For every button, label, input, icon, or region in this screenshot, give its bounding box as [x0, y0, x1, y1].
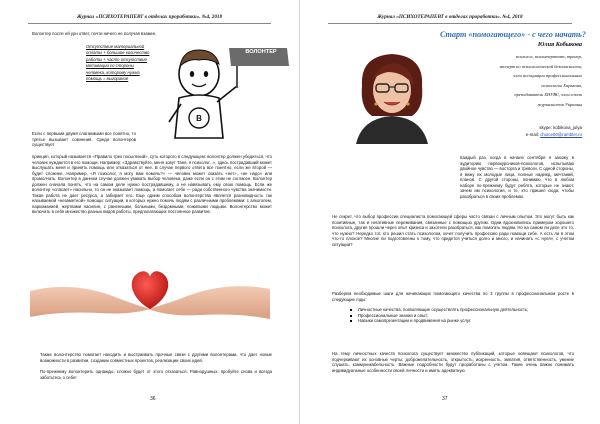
author-bio-6: журналистов Украины	[537, 101, 582, 107]
right-para-3: Разберем необходимые шаги для начинающих помогающего качества по 3 группы в профессиональном росте в следующие годы:	[332, 291, 574, 302]
author-email-link[interactable]: choice00@rambler.ru	[540, 132, 582, 137]
journal-header-right: Журнал «ПСИХОТЕРАПЕВТ в отделах проработки». №4, 2018	[377, 14, 523, 20]
author-bio-3: член ассоциации профессиональных	[513, 73, 582, 78]
article-title: Старт «помогающего» - с чего начать?	[439, 30, 586, 39]
author-bio-2: эксперт по психологической безопасности,	[499, 63, 582, 69]
qualities-list	[350, 307, 570, 324]
email-label: e-mail:	[525, 132, 539, 137]
author-bio-5: преподаватель ХНУВС, член союза	[514, 92, 582, 97]
author-name: Юлия Кобыкова	[537, 41, 582, 48]
journal-header: Журнал «ПСИХОТЕРАПЕВТ в отделах проработки». №4, 2018	[76, 14, 223, 20]
author-bio-4: психологов Харькова,	[541, 82, 582, 88]
left-top-line: Волонтер после ей урн ответ, почти ничего не получая взамен.	[32, 31, 157, 36]
volunteer-sign-text: ВОЛОНТЕР	[245, 49, 277, 55]
hands-heart-photo	[30, 251, 270, 327]
right-para-2: Не секрет, что выбор профессии специалиста помогающей сферы часто связан с личным опытом. Это могут быть как позитивные, так и негативные переживания, связанные с помощью другим. Одни вдохновились примером хорошего психолога, другие прошли через опыт кризиса и захотели разобраться, как помогать людям. Но на самом ли деле это то, что нужно? Нередко тот, кто решил стать психологом, хочет получить профессию ради помощи себе. А есть ли в этом что-то плохое? Многие ли подготовлены к тому, что придется учиться долго и много, и начинать «с нуля», с учетом ситуации?	[332, 214, 574, 247]
author-skype: skype: kobikova_julya	[539, 125, 582, 130]
header-rule-right	[328, 23, 572, 24]
list-item: Навыки самопрезентации и продвижения на рынке услуг.	[350, 318, 570, 324]
author-bio-1: психолог, психотерапевт, тренер,	[515, 54, 582, 59]
list-item: Профессиональные знания и опыт;	[350, 313, 570, 319]
volunteer-illustration	[153, 42, 293, 140]
burnout-quote: Отсутствие материальной оплаты + большое количество работы + часто отсутствие мотивации со стороны человека, которому нужна помощь = выгорание	[86, 44, 150, 82]
left-para-2: принцип, который называется «Правило трех посылений», суть которого в следующем: волонтер должен убедиться, что человек нуждается в его помощи. Например: «Здравствуйте, меня зовут Таня, я психолог...», здесь пострадавший может выслушать меня и принять помощь или отказаться от нее. В случае первого ответа все понятно, если же второй — будет сложнее. Например, «Я психолог, я могу вам помочь?» — человек может сказать «нет», «не надо» или промолчать. Волонтер в данном случае должен уважать выбор человека, даже если он с этим не согласен. Волонтер должен сначала понять, что на самом деле нужно пострадавшему, а не навязывать ему свою помощь. Если же волонтер «спасает» насильно, то он не оказывает помощь, а помогает себе — ради собственного чувства значимости. Такая работа не дает ресурса, а забирает его. Еще одним способом волонтерства является разновидность так называемой «незаметной» помощи: ситуации, в которых нужно помочь людям с различными проблемами: с алкоголем, наркоманией, жертвами насилия, с раненными, больными, бездомными, пожилыми людьми. Волонтерство может включать в себя множество разных видов работы, предполагающих постоянное развитие.	[32, 154, 272, 215]
right-para-1a: Каждый раз, когда в начале сентября я захожу в аудиторию первокурсников-психологов, испытываю двойное чувство — восторга и тревоги. С одной стороны, я вижу их молодые лица, полные надежд, мечтаний, планов. С другой стороны, понимаю, что в любом наборе по-прежнему будут ребята, которые не знают, зачем им психология, и те, кто пришел сюда, чтобы разобраться в своих проблемах.	[460, 155, 574, 199]
right-para-4: На тему личностных качеств психолога существует множество публикаций, которые освещают психологов, что подчеркивают их основные черты: доброжелательность, открытость, искренность, эмпатия, ответственность, умение слушать, коммуникабельность. Важные подробности будут проработаны с учетом. Такие очень важно понимать индивидуальные особенности своей личности и иметь адекватную	[332, 351, 574, 373]
page-number-left: 36	[150, 396, 156, 402]
list-item: Личностные качества, позволяющие осуществлять профессиональную деятельность;	[350, 307, 570, 313]
author-email-row	[526, 132, 582, 137]
left-para-3: Также волонтерство помогает находить и выстраивать прочные связи с другими волонтерами, что дает новые возможности в развитии, создании совместных проектов, реализации своих идей.	[40, 352, 272, 363]
page-right	[300, 0, 600, 424]
shirt-letter: В	[196, 114, 202, 123]
author-photo	[332, 46, 452, 144]
header-rule	[28, 23, 271, 24]
page-number-right: 37	[442, 396, 448, 402]
left-para-1: Если с первыми двумя слагаемыми все понятно, то третье вызывает сомнения. Среди волонтеров существует	[32, 131, 136, 148]
left-para-4: По-прежнему волонтерить однажды, сложно будет от этого отказаться. Равнодушных, пробуйте снова и всегда заботьтесь о себе!	[40, 369, 272, 380]
